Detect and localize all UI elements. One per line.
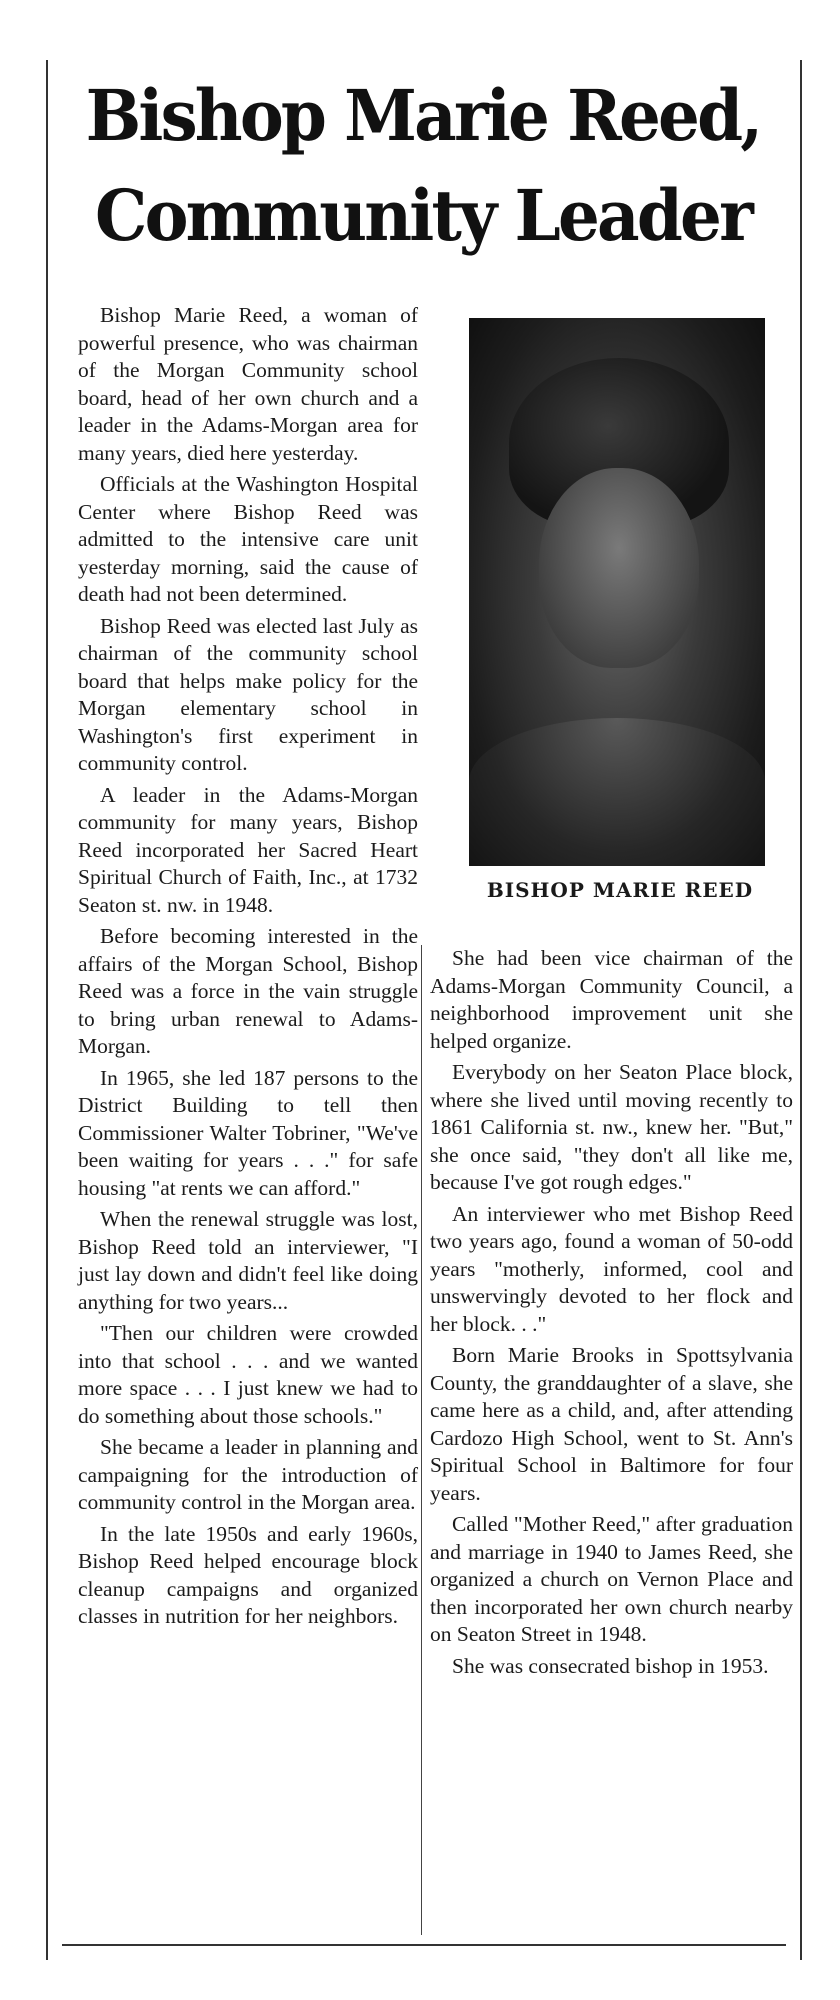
article-column-left: [78, 302, 418, 1635]
paragraph: She had been vice chairman of the Adams-Morgan Community Council, a neighborhood improvement unit she helped organize.: [430, 946, 793, 1053]
paragraph: An interviewer who met Bishop Reed two years ago, found a woman of 50-odd years "motherly, informed, cool and unswervingly devoted to her flock and her block. . .": [430, 1201, 793, 1336]
paragraph: "Then our children were crowded into that school . . . and we wanted more space . . . I just knew we had to do something about those schools.": [78, 1321, 418, 1428]
paragraph: Born Marie Brooks in Spottsylvania County, the granddaughter of a slave, she came here as a child, and, after attending Cardozo High School, went to St. Ann's Spiritual School in Baltimore for four years.: [430, 1343, 793, 1505]
article-column-right: [430, 945, 793, 1684]
paragraph: When the renewal struggle was lost, Bishop Reed told an interviewer, "I just lay down and didn't feel like doing anything for two years...: [78, 1207, 418, 1314]
bottom-rule: [62, 1944, 786, 1946]
column-divider: [421, 945, 422, 1935]
headline-line-1: Bishop Marie Reed,: [85, 74, 761, 157]
headline: [80, 66, 766, 266]
paragraph: A leader in the Adams-Morgan community for many years, Bishop Reed incorporated her Sacred Heart Spiritual Church of Faith, Inc., at 1732 Seaton st. nw. in 1948.: [78, 782, 418, 917]
paragraph: Before becoming interested in the affairs of the Morgan School, Bishop Reed was a force in the vain struggle to bring urban renewal to Adams-Morgan.: [78, 924, 418, 1058]
paragraph: In 1965, she led 187 persons to the District Building to tell then Commissioner Walter Tobriner, "We've been waiting for years . . ." for safe housing "at rents we can afford.": [78, 1065, 418, 1200]
paragraph: Bishop Marie Reed, a woman of powerful presence, who was chairman of the Morgan Community school board, head of her own church and a leader in the Adams-Morgan area for many years, died here yesterday.: [78, 303, 418, 465]
paragraph: In the late 1950s and early 1960s, Bishop Reed helped encourage block cleanup campaigns and organized classes in nutrition for her neighbors.: [78, 1521, 418, 1628]
paragraph: Called "Mother Reed," after graduation and marriage in 1940 to James Reed, she organized a church on Vernon Place and then incorporated her own church nearby on Seaton Street in 1948.: [430, 1512, 793, 1646]
paragraph: Officials at the Washington Hospital Center where Bishop Reed was admitted to the intensive care unit yesterday morning, said the cause of death had not been determined.: [78, 472, 418, 606]
photo-shoulders-shape: [469, 718, 765, 866]
headline-line-2: Community Leader: [95, 174, 751, 257]
paragraph: She became a leader in planning and campaigning for the introduction of community control in the Morgan area.: [78, 1435, 418, 1514]
paragraph: Bishop Reed was elected last July as chairman of the community school board that helps make policy for the Morgan elementary school in Washington's first experiment in community control.: [78, 613, 418, 775]
paragraph: Everybody on her Seaton Place block, where she lived until moving recently to 1861 California st. nw., knew her. "But," she once said, "they don't all like me, because I've got rough edges.": [430, 1060, 793, 1194]
paragraph: She was consecrated bishop in 1953.: [452, 1653, 769, 1678]
photo-face-shape: [539, 468, 699, 668]
portrait-photo: [469, 318, 765, 866]
photo-caption: BISHOP MARIE REED: [486, 878, 754, 902]
